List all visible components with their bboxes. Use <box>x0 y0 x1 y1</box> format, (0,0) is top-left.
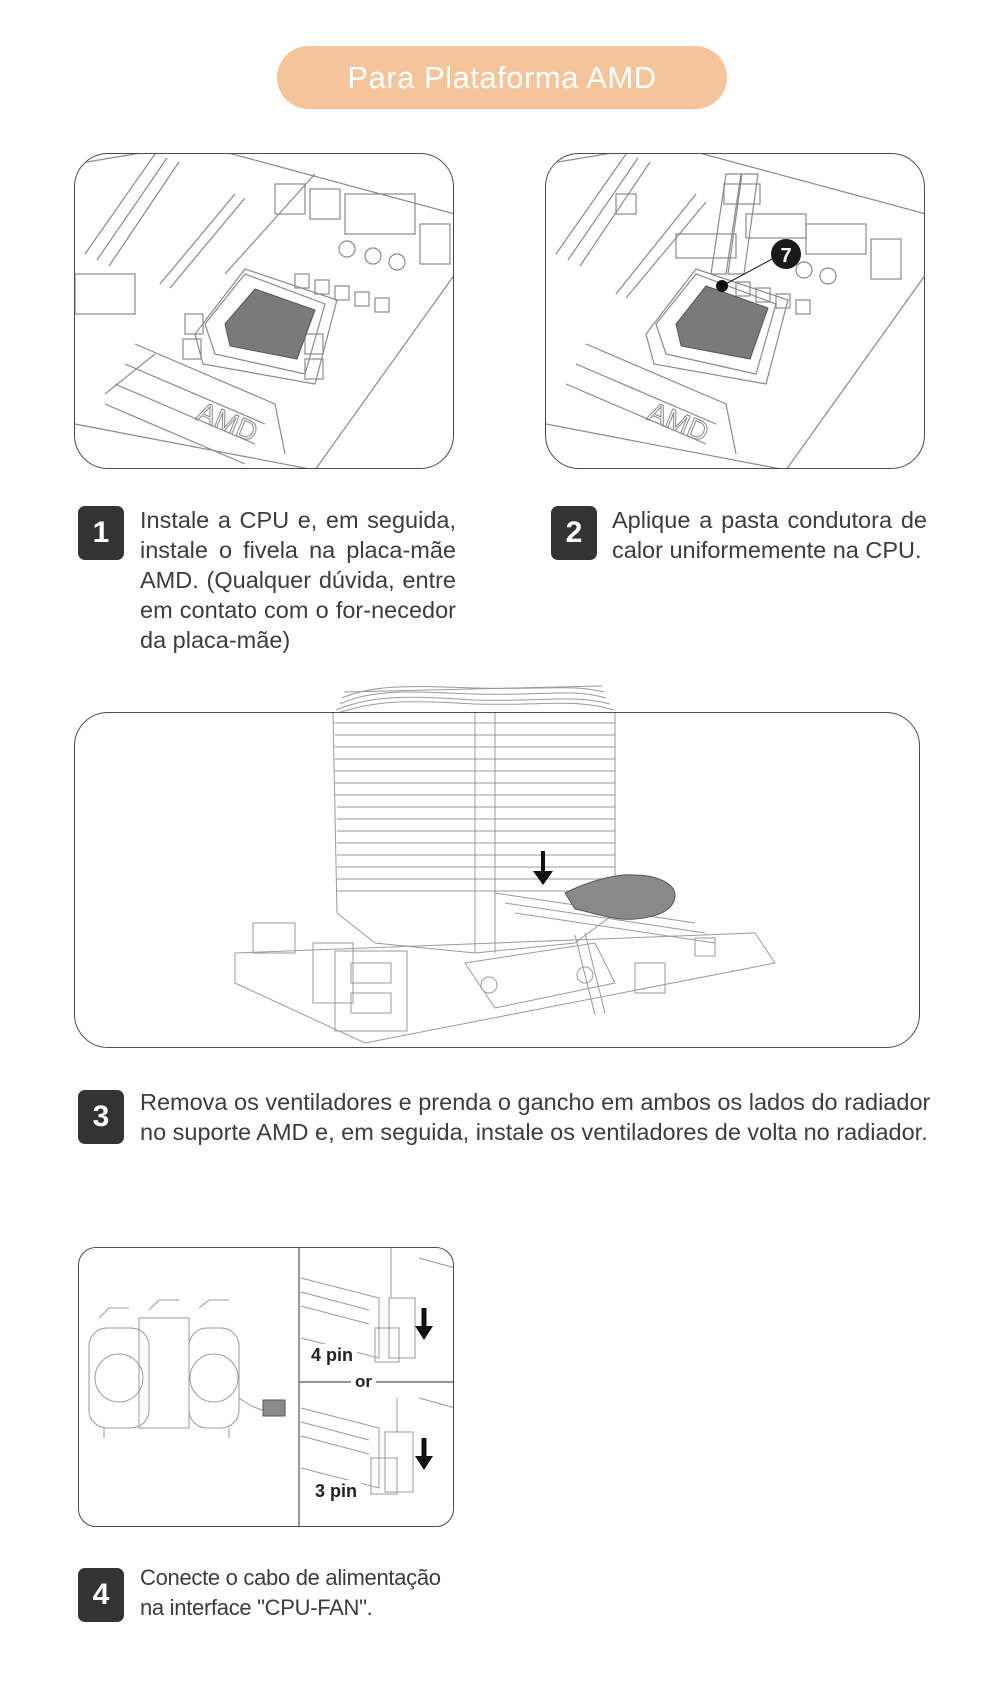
or-label: or <box>351 1372 376 1392</box>
arrow-down-icon <box>533 871 553 885</box>
step-number-badge: 3 <box>78 1090 124 1144</box>
step-number-badge: 4 <box>78 1568 124 1622</box>
step1-instructions: Instale a CPU e, em seguida, instale o fivela na placa-mãe AMD. (Qualquer dúvida, entre em contato com o for-necedor da placa-mãe) <box>140 507 456 653</box>
step2-figure <box>545 153 925 469</box>
step1-figure <box>74 153 454 469</box>
arrow-down-icon <box>415 1456 433 1470</box>
heatsink-top-overflow <box>74 670 934 715</box>
step4-instructions: Conecte o cabo de alimentação na interface "CPU-FAN". <box>140 1565 441 1620</box>
step3-figure <box>74 712 920 1048</box>
hand-glove <box>565 875 675 920</box>
step4-figure <box>78 1247 454 1527</box>
step-number-badge: 1 <box>78 506 124 560</box>
fan-connector-illustration <box>79 1248 454 1527</box>
thermal-paste-illustration <box>546 154 925 469</box>
arrow-down-icon <box>415 1326 433 1340</box>
section-title-pill <box>277 46 727 109</box>
pin4-label: 4 pin <box>307 1344 357 1367</box>
callout-number: 7 <box>780 245 792 267</box>
fan-plug-icon <box>263 1400 285 1416</box>
pin3-label: 3 pin <box>311 1480 361 1503</box>
step-number-badge: 2 <box>551 506 597 560</box>
step2-instructions: Aplique a pasta condutora de calor uniformemente na CPU. <box>612 507 927 563</box>
heatsink-installation-illustration <box>75 713 920 1048</box>
section-title: Para Plataforma AMD <box>347 59 657 95</box>
amd-logo: AMD <box>643 395 714 448</box>
motherboard-illustration <box>75 154 454 469</box>
step3-instructions: Remova os ventiladores e prenda o gancho em ambos os lados do radiador no suporte AMD e, em seguida, instale os ventiladores de volta no radiador. <box>140 1089 931 1145</box>
amd-logo: AMD <box>192 395 263 448</box>
